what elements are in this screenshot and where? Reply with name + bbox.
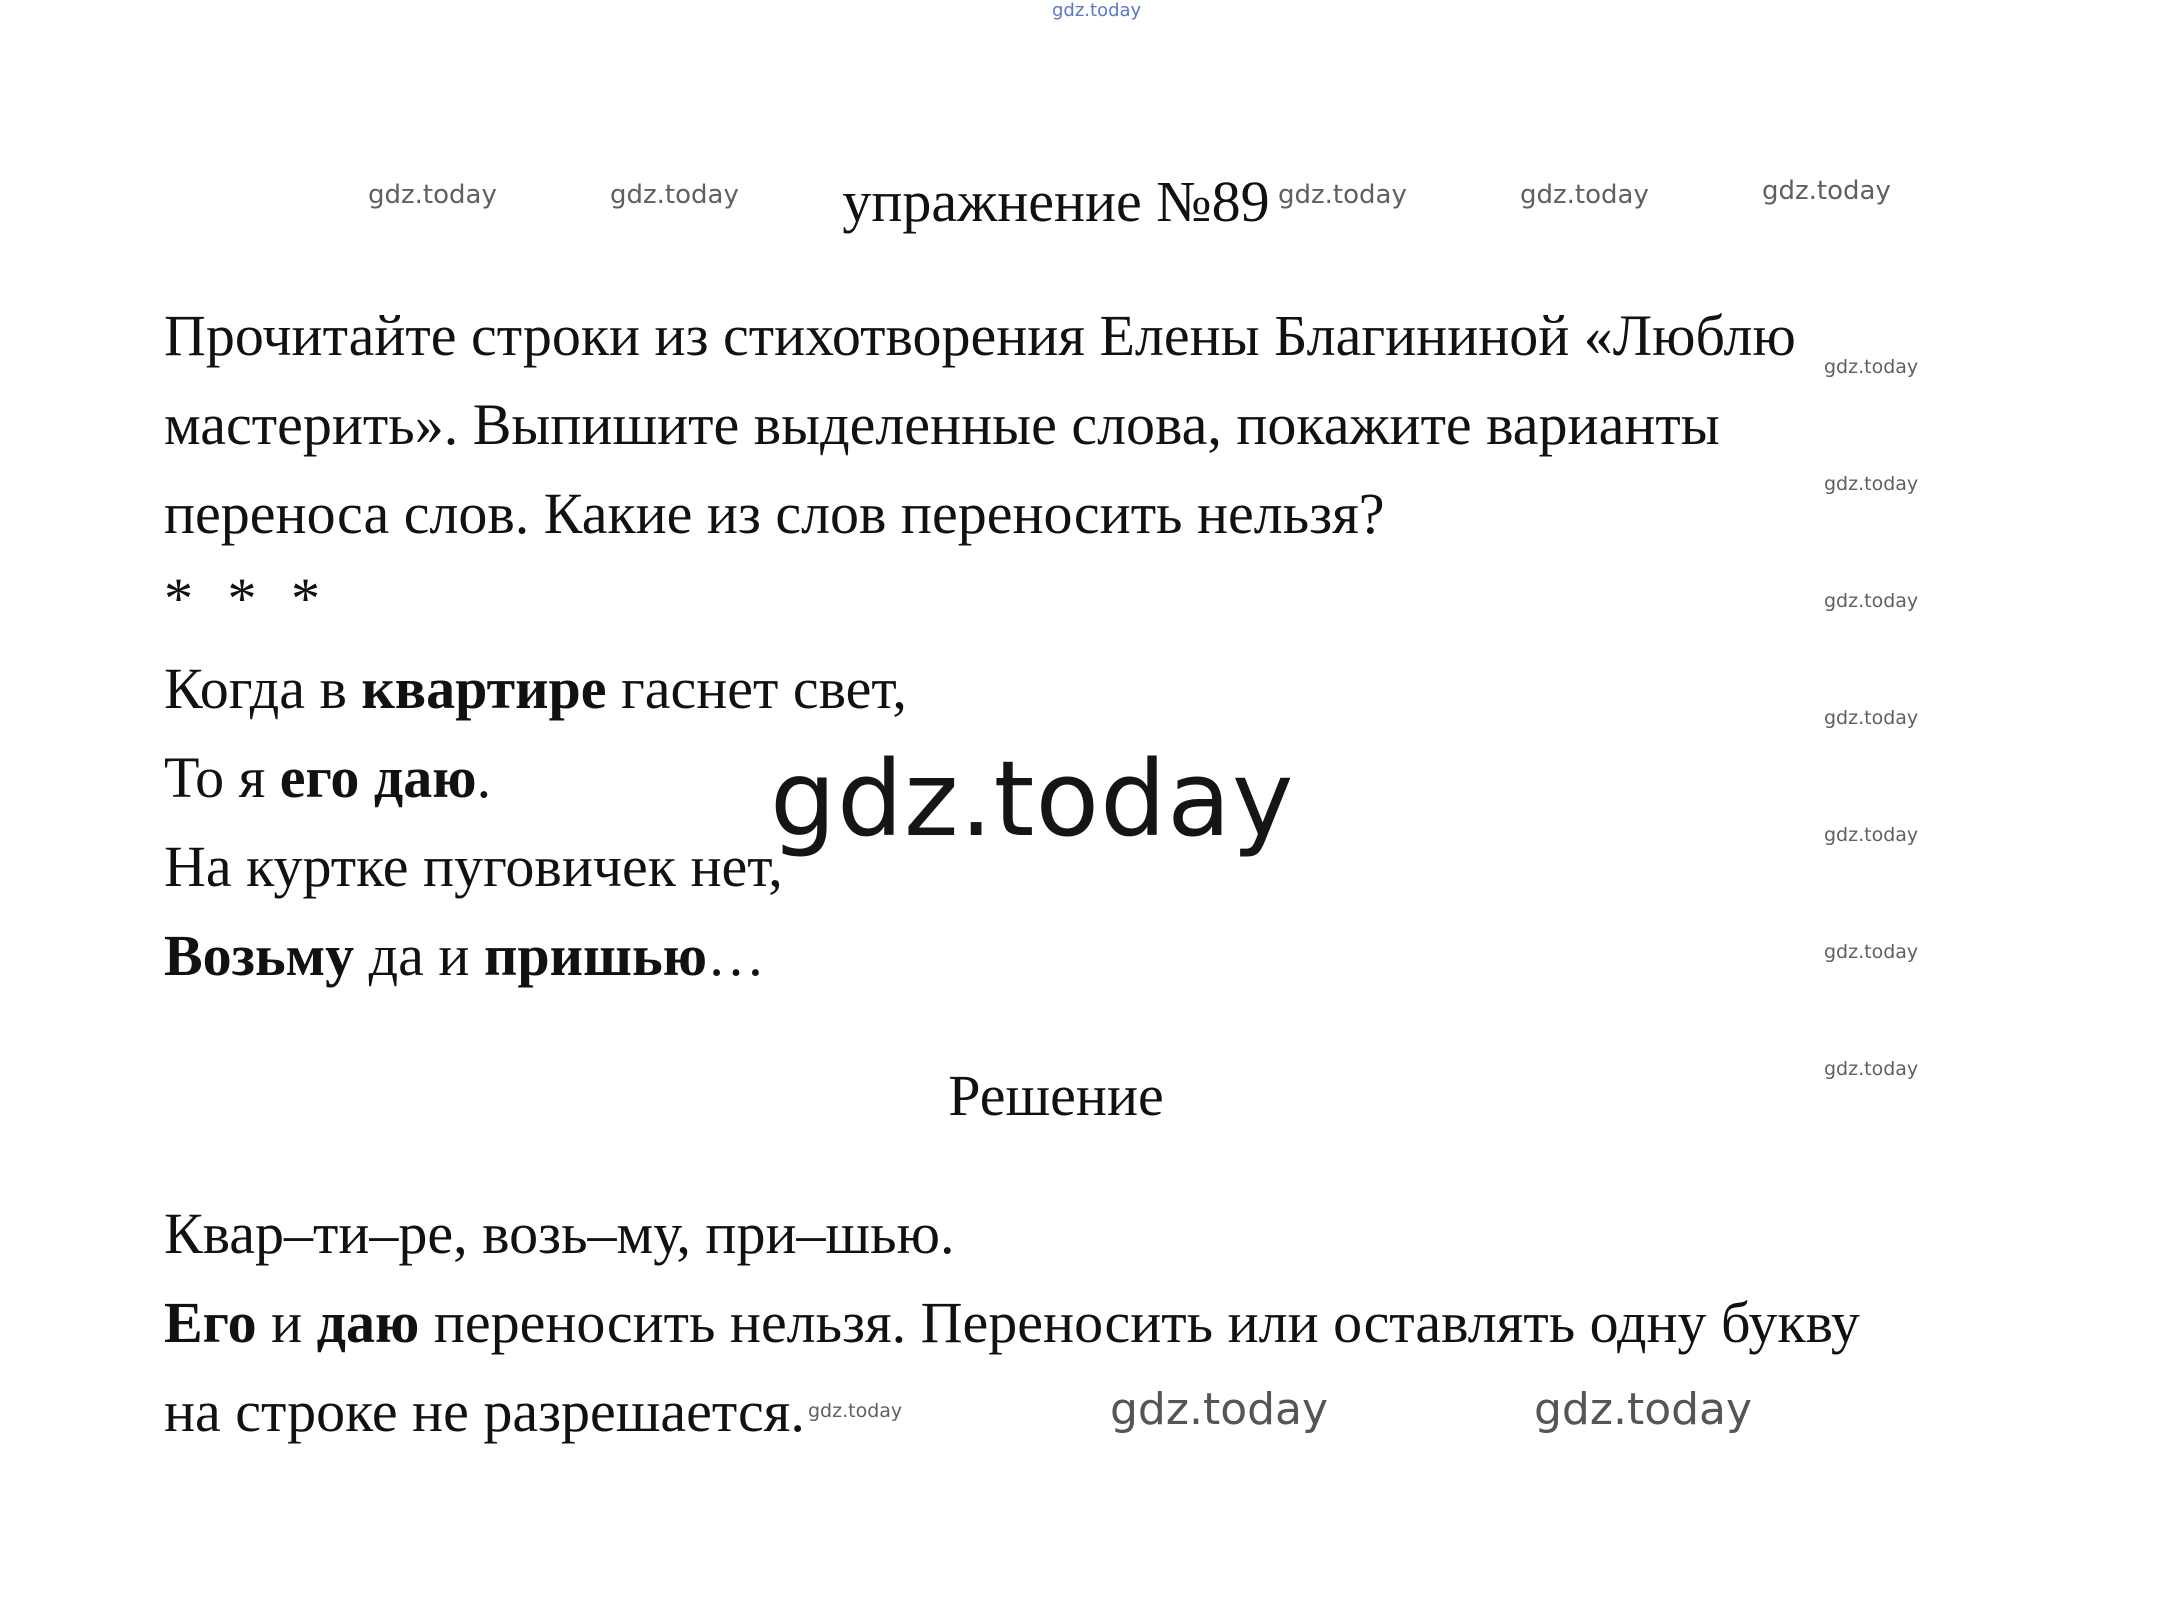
watermark-side-2: gdz.today [1824,473,1919,495]
watermark-top: gdz.today [1052,0,1142,21]
highlighted-word: даю [316,1290,420,1355]
watermark-footer-3: gdz.today [1534,1384,1753,1435]
highlighted-word: квартире [361,656,607,721]
poem-line-4: Возьму да и пришью… [164,923,766,988]
task-line-1: Прочитайте строки из стихотворения Елены Благининой «Люблю [164,303,1796,368]
exercise-title: упражнение №89 [842,169,1270,234]
watermark-header-1: gdz.today [368,180,497,210]
poem-line-3: На куртке пуговичек нет, [164,834,783,899]
highlighted-word: пришью [483,923,708,988]
task-line-3: переноса слов. Какие из слов переносить нельзя? [164,481,1385,546]
highlighted-word: его даю [279,745,477,810]
highlighted-word: Возьму [164,923,355,988]
watermark-header-2: gdz.today [610,180,739,210]
watermark-side-1: gdz.today [1824,356,1919,378]
watermark-header-4: gdz.today [1520,180,1649,210]
solution-line-2: Его и даю переносить нельзя. Переносить или оставлять одну букву [164,1290,1860,1355]
watermark-footer-2: gdz.today [1110,1384,1329,1435]
task-line-2: мастерить». Выпишите выделенные слова, покажите варианты [164,392,1720,457]
highlighted-word: Его [164,1290,257,1355]
poem-line-2: То я его даю. [164,745,492,810]
poem-line-1: Когда в квартире гаснет свет, [164,656,907,721]
solution-heading: Решение [948,1063,1164,1128]
watermark-side-6: gdz.today [1824,941,1919,963]
watermark-header-3: gdz.today [1278,180,1407,210]
poem-separator: * * * [164,566,330,631]
watermark-side-5: gdz.today [1824,824,1919,846]
watermark-side-4: gdz.today [1824,707,1919,729]
watermark-header-5: gdz.today [1762,176,1891,206]
watermark-big: gdz.today [770,738,1295,860]
watermark-footer-1: gdz.today [808,1400,903,1422]
solution-line-3: на строке не разрешается. [164,1379,805,1444]
watermark-side-3: gdz.today [1824,590,1919,612]
solution-line-1: Квар–ти–ре, возь–му, при–шью. [164,1201,955,1266]
watermark-side-7: gdz.today [1824,1058,1919,1080]
